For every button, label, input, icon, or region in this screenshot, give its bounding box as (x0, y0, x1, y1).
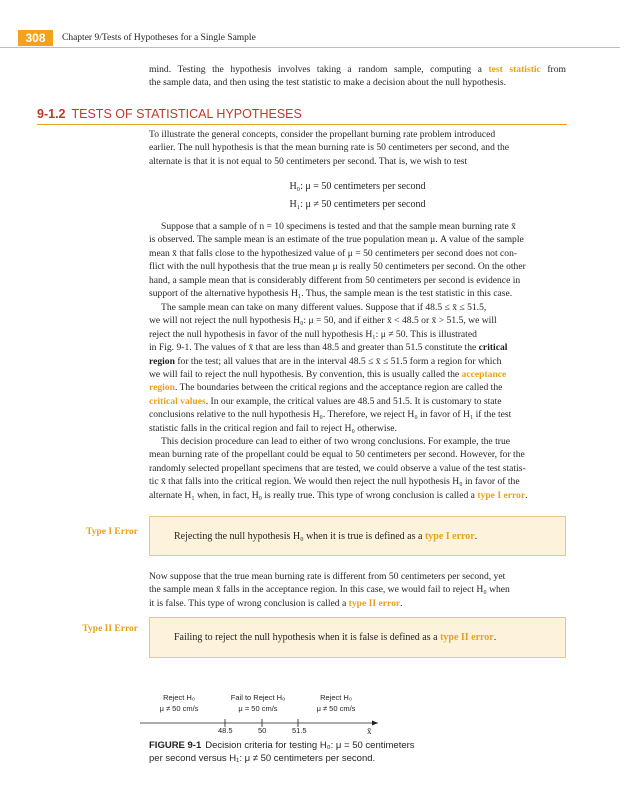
running-head: Chapter 9/Tests of Hypotheses for a Single Sample (62, 33, 256, 43)
term-acceptance-region: region (149, 382, 175, 394)
intro-line-2: the sample data, and then using the test statistic to make a decision about the null hypothesis. (149, 77, 507, 89)
type-ii-error-definition: Failing to reject the null hypothesis when it is false is defined as a type II error. (174, 632, 497, 643)
intro-paragraph (149, 63, 566, 90)
type-i-error-margin-label: Type I Error (86, 527, 138, 537)
paragraph-5 (149, 570, 566, 610)
p3-line-9: conclusions relative to the null hypothesis H₀. Therefore, we reject H₀ in favor of H₁ if the test (149, 409, 512, 421)
axis-symbol-xbar: x̄ (367, 726, 372, 736)
p3-line-8: critical values. In our example, the critical values are 48.5 and 51.5. It is customary to state (149, 395, 502, 407)
type-ii-error-term: type II error (440, 632, 494, 643)
reject-left-title: Reject H₀ (163, 693, 195, 702)
p3-line-7: region. The boundaries between the critical regions and the acceptance region are called the (149, 382, 503, 394)
p2-line-1: Suppose that a sample of n = 10 specimens is tested and that the sample mean burning rate x̄ (161, 221, 516, 232)
p3-line-3: reject the null hypothesis in favor of the null hypothesis H₁: μ ≠ 50. This is illustrated (149, 328, 477, 340)
caption-line-2: per second versus H₁: μ ≠ 50 centimeters per second. (149, 753, 376, 764)
term-critical: critical (478, 342, 508, 354)
p2-line-5: hand, a sample mean that is considerably different from 50 centimeters per second is evidence in (149, 274, 521, 286)
p3-line-1: The sample mean can take on many different values. Suppose that if 48.5 ≤ x̄ ≤ 51.5, (161, 302, 487, 313)
p5-line-1: Now suppose that the true mean burning rate is different from 50 centimeters per second, yet (149, 571, 506, 582)
p1-line-1: To illustrate the general concepts, consider the propellant burning rate problem introduced (149, 129, 496, 140)
p2-line-4: flict with the null hypothesis that the true mean μ is really 50 centimeters per second. On the other (149, 261, 526, 273)
p4-line-1: This decision procedure can lead to either of two wrong conclusions. For example, the true (161, 436, 511, 447)
type-i-error-definition: Rejecting the null hypothesis H₀ when it is true is defined as a type I error. (174, 530, 478, 542)
term-test-statistic: test statistic (488, 64, 541, 75)
term-critical-values: critical values (149, 395, 206, 407)
p3-line-10: statistic falls in the critical region and fail to reject H₀ otherwise. (149, 422, 397, 434)
reject-left-region-label (150, 692, 208, 714)
axis-arrow (372, 721, 378, 726)
tick-label-51-5: 51.5 (292, 726, 307, 735)
term-type-ii-error: type II error (348, 597, 401, 609)
type-ii-error-definition-box (149, 617, 566, 658)
p3-line-6: we will fail to reject the null hypothesis. By convention, this is usually called the acceptance (149, 369, 507, 381)
paragraph-4 (149, 435, 566, 502)
fail-to-reject-title: Fail to Reject H₀ (230, 693, 286, 702)
tick-label-50: 50 (258, 726, 267, 735)
p1-line-2: earlier. The null hypothesis is that the mean burning rate is 50 centimeters per second, and the (149, 142, 510, 154)
section-title: TESTS OF STATISTICAL HYPOTHESES (71, 107, 302, 121)
p2-line-3: mean x̄ that falls close to the hypothesized value of μ = 50 centimeters per second does not con- (149, 247, 518, 259)
p4-line-4: tic x̄ that falls into the critical region. We would then reject the null hypothesis H₀ in favor of the (149, 476, 520, 488)
section-heading (37, 107, 302, 121)
fail-to-reject-sub: μ = 50 cm/s (238, 704, 278, 713)
paragraph-2 (149, 220, 566, 300)
term-type-i-error: type I error (477, 489, 526, 501)
intro-line-1: mind. Testing the hypothesis involves taking a random sample, computing a test statistic from (149, 64, 566, 75)
p4-line-5: alternate H₁ when, in fact, H₀ is really true. This type of wrong conclusion is called a type I error. (149, 489, 528, 501)
p5-line-2: the sample mean x̄ falls in the acceptance region. In this case, we would fail to reject H₀ when (149, 584, 510, 596)
paragraph-1 (149, 128, 566, 168)
type-i-error-term: type I error (424, 530, 475, 542)
null-hypothesis: H₀: μ = 50 centimeters per second (289, 181, 426, 192)
p3-line-2: we will not reject the null hypothesis H₀: μ = 50, and if either x̄ < 48.5 or x̄ > 51.5, we will (149, 315, 497, 327)
alternative-hypothesis: H₁: μ ≠ 50 centimeters per second (289, 199, 426, 210)
tick-label-48-5: 48.5 (218, 726, 233, 735)
reject-right-sub: μ ≠ 50 cm/s (316, 704, 356, 713)
figure-caption (149, 739, 569, 765)
header-rule (0, 47, 620, 48)
p4-line-2: mean burning rate of the propellant could be equal to 50 centimeters per second. However, for the (149, 449, 525, 461)
section-number: 9-1.2 (37, 107, 66, 121)
p2-line-6: support of the alternative hypothesis H₁. Thus, the sample mean is the test statistic in this case. (149, 288, 513, 300)
fail-to-reject-region-label (218, 692, 298, 714)
p2-line-2: is observed. The sample mean is an estimate of the true population mean μ. A value of the sample (149, 234, 524, 246)
reject-right-title: Reject H₀ (320, 693, 352, 702)
figure-label: FIGURE 9-1 (149, 740, 202, 751)
reject-left-sub: μ ≠ 50 cm/s (159, 704, 199, 713)
paragraph-3 (149, 301, 566, 435)
section-rule (37, 124, 567, 125)
reject-right-region-label (306, 692, 366, 714)
page-number: 308 (18, 30, 53, 46)
type-i-error-definition-box (149, 516, 566, 556)
p5-line-3: it is false. This type of wrong conclusion is called a type II error. (149, 597, 403, 609)
term-region: region (149, 355, 175, 367)
p4-line-3: randomly selected propellant specimens that are tested, we could observe a value of the test statis- (149, 462, 526, 474)
p1-line-3: alternate is that it is not equal to 50 centimeters per second. That is, we wish to test (149, 155, 468, 167)
p3-line-5: region for the test; all values that are in the interval 48.5 ≤ x̄ ≤ 51.5 form a region for which (149, 355, 502, 367)
type-ii-error-margin-label: Type II Error (82, 624, 138, 634)
caption-line-1: FIGURE 9-1 Decision criteria for testing H₀: μ = 50 centimeters (149, 740, 415, 751)
term-acceptance: acceptance (461, 369, 507, 381)
p3-line-4: in Fig. 9-1. The values of x̄ that are less than 48.5 and greater than 51.5 constitute the critical (149, 342, 508, 354)
